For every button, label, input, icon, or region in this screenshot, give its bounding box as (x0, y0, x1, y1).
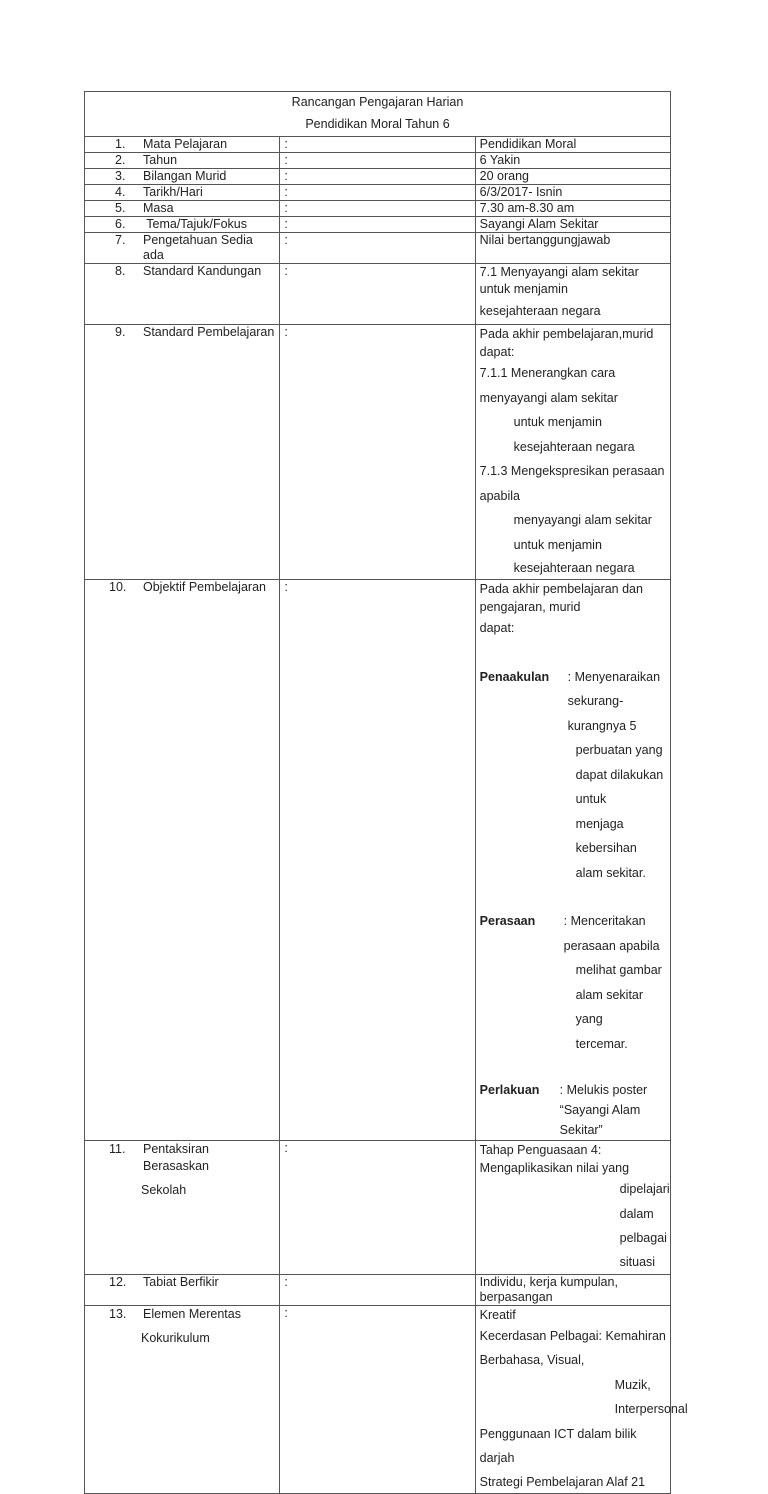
value-line: dapat: (479, 621, 515, 635)
row-label-cont: Sekolah (141, 1183, 187, 1197)
separator: : (280, 153, 475, 169)
row-label-cont: Kokurikulum (141, 1330, 210, 1345)
row-number: 5. (115, 201, 126, 215)
value-line: Tahap Penguasaan 4: Mengaplikasikan nilai yang (479, 1143, 630, 1175)
separator: : (280, 185, 475, 201)
table-row (85, 264, 671, 325)
table-row (85, 580, 671, 1141)
row-value: 6/3/2017- Isnin (475, 185, 670, 201)
row-label: Standard Kandungan (143, 264, 262, 278)
row-label: Bilangan Murid (143, 169, 227, 183)
value-line: situasi (619, 1254, 656, 1269)
objective-perlakuan (480, 1080, 666, 1140)
row-label: Objektif Pembelajaran (143, 580, 266, 594)
row-label: Elemen Merentas (143, 1306, 241, 1321)
row-value: Individu, kerja kumpulan, berpasangan (475, 1274, 670, 1305)
value-line: 7.1.1 Menerangkan cara menyayangi alam sekitar (479, 366, 618, 405)
objective-text: : Menceritakan perasaan apabila (563, 914, 660, 953)
value-line: 7.1 Menyayangi alam sekitar untuk menjamin (479, 265, 639, 296)
row-value: 6 Yakin (475, 153, 670, 169)
objective-key: Penaakulan (479, 669, 550, 684)
table-row (85, 1305, 671, 1493)
separator: : (280, 264, 475, 325)
row-label: Mata Pelajaran (143, 137, 228, 151)
row-number: 10. (109, 580, 127, 594)
value-line: Penggunaan ICT dalam bilik darjah (479, 1426, 637, 1465)
row-label: Tema/Tajuk/Fokus (143, 217, 247, 231)
separator: : (280, 169, 475, 185)
row-number: 9. (115, 325, 126, 339)
row-number: 1. (115, 137, 126, 151)
value-line: perbuatan yang dapat dilakukan untuk (575, 743, 664, 806)
objective-penaakulan (480, 665, 666, 739)
separator: : (280, 1305, 475, 1493)
row-value (475, 264, 670, 325)
row-number: 2. (115, 153, 126, 167)
row-value (475, 1305, 688, 1493)
value-line: 7.1.3 Mengekspresikan perasaan apabila (479, 464, 665, 503)
row-label: Standard Pembelajaran (143, 325, 275, 339)
separator: : (280, 580, 475, 1141)
value-line: tercemar. (575, 1036, 628, 1051)
row-value (475, 1141, 670, 1275)
value-line: melihat gambar alam sekitar yang (575, 963, 662, 1026)
value-line: menjaga kebersihan alam sekitar. (575, 816, 646, 880)
row-number: 3. (115, 169, 126, 183)
table-row (85, 185, 671, 201)
row-number: 11. (109, 1142, 126, 1156)
table-row (85, 201, 671, 217)
row-value: 20 orang (475, 169, 670, 185)
row-number: 8. (115, 264, 126, 278)
row-number: 7. (115, 233, 126, 247)
row-label: Pentaksiran Berasaskan (143, 1142, 210, 1173)
value-line: Kecerdasan Pelbagai: Kemahiran Berbahasa, Visual, (479, 1328, 666, 1367)
table-row (85, 169, 671, 185)
value-line: Kreatif (479, 1307, 516, 1322)
row-label: Tahun (143, 153, 178, 167)
value-line: kesejahteraan negara (513, 561, 635, 575)
table-row (85, 233, 671, 264)
row-value (475, 580, 670, 1141)
table-row (85, 1141, 671, 1275)
row-number: 12. (109, 1274, 127, 1289)
value-line: untuk menjamin kesejahteraan negara (513, 415, 635, 454)
value-line: Pada akhir pembelajaran dan pengajaran, murid (479, 582, 643, 614)
objective-perasaan (480, 909, 666, 958)
row-number: 13. (109, 1306, 127, 1321)
objective-text: : Melukis poster “Sayangi Alam Sekitar” (559, 1083, 648, 1137)
row-label: Tabiat Berfikir (143, 1274, 219, 1289)
separator: : (280, 137, 475, 153)
separator: : (280, 233, 475, 264)
table-row (85, 1274, 671, 1305)
table-row (85, 217, 671, 233)
header-row (85, 92, 671, 137)
separator: : (280, 325, 475, 580)
value-line: Muzik, Interpersonal (614, 1377, 688, 1416)
row-value: 7.30 am-8.30 am (475, 201, 670, 217)
separator: : (280, 201, 475, 217)
value-line: Pada akhir pembelajaran,murid dapat: (479, 327, 654, 359)
separator: : (280, 1141, 475, 1275)
separator: : (280, 1274, 475, 1305)
table-row (85, 153, 671, 169)
objective-key: Perasaan (479, 914, 536, 928)
row-value: Pendidikan Moral (475, 137, 670, 153)
document-title: Rancangan Pengajaran Harian (291, 95, 464, 109)
row-value: Sayangi Alam Sekitar (475, 217, 670, 233)
row-value (475, 325, 670, 580)
value-line: dipelajari dalam pelbagai (619, 1182, 670, 1245)
objective-text: : Menyenaraikan sekurang-kurangnya 5 (567, 669, 661, 733)
row-number: 6. (115, 217, 126, 231)
row-label: Tarikh/Hari (143, 185, 203, 199)
row-number: 4. (115, 185, 126, 199)
row-label: Masa (143, 201, 174, 215)
value-line: menyayangi alam sekitar untuk menjamin (513, 513, 652, 552)
value-line: kesejahteraan negara (479, 304, 601, 318)
row-value: Nilai bertanggungjawab (475, 233, 670, 264)
separator: : (280, 217, 475, 233)
value-line: Strategi Pembelajaran Alaf 21 (479, 1474, 646, 1489)
objective-key: Perlakuan (479, 1083, 540, 1097)
table-row (85, 137, 671, 153)
table-row (85, 325, 671, 580)
lesson-plan-table (84, 91, 688, 1494)
row-label: Pengetahuan Sedia ada (143, 233, 253, 262)
document-subtitle: Pendidikan Moral Tahun 6 (305, 117, 450, 131)
